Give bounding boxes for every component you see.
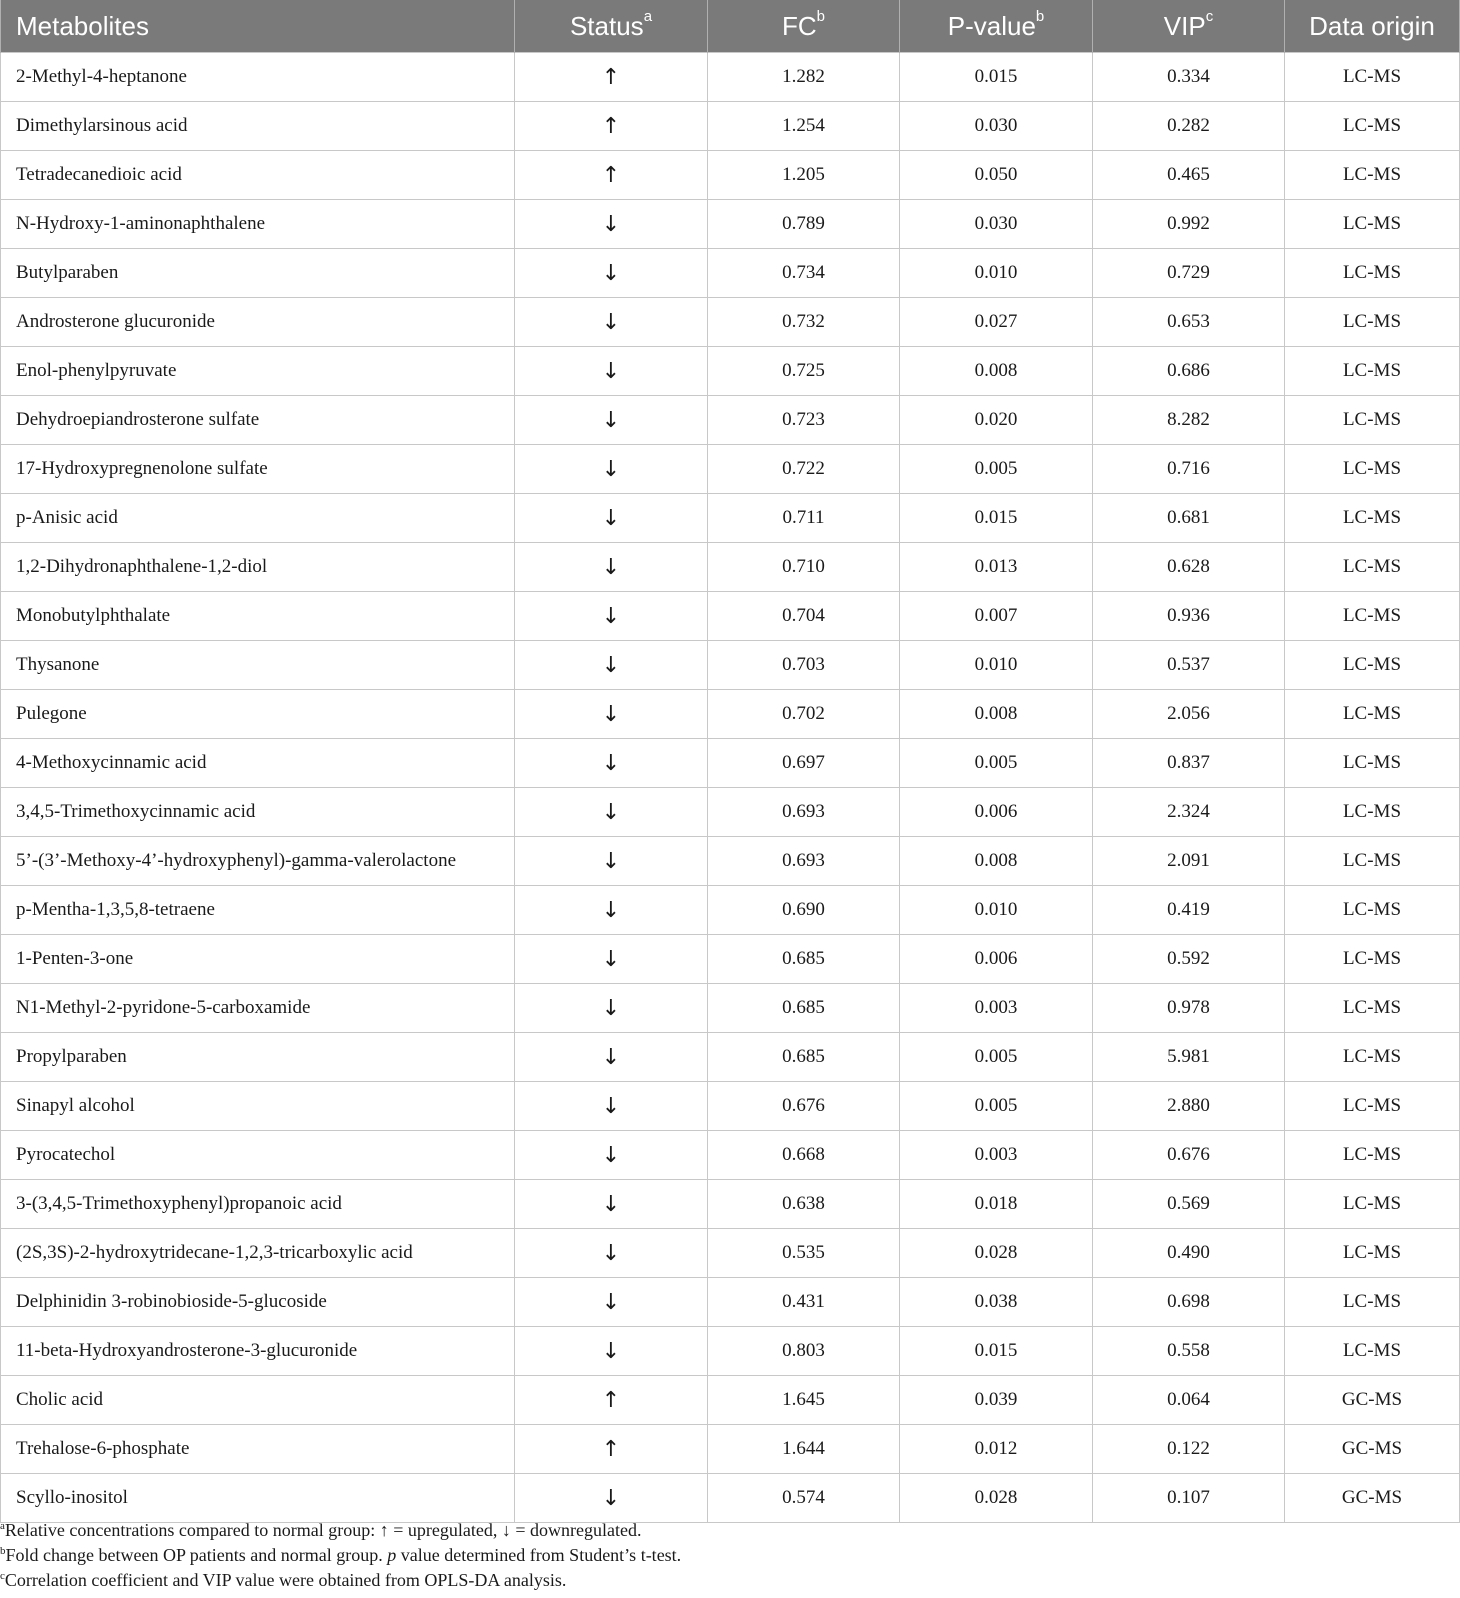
data-origin: GC-MS	[1285, 1425, 1460, 1474]
table-row	[1, 445, 1460, 494]
p-value: 0.012	[900, 1425, 1093, 1474]
vip-value: 0.686	[1093, 347, 1285, 396]
p-value: 0.050	[900, 151, 1093, 200]
metabolite-name: p-Anisic acid	[1, 494, 515, 543]
vip-value: 2.056	[1093, 690, 1285, 739]
vip-value: 0.419	[1093, 886, 1285, 935]
vip-value: 0.064	[1093, 1376, 1285, 1425]
data-origin: LC-MS	[1285, 984, 1460, 1033]
data-origin: LC-MS	[1285, 935, 1460, 984]
fc-value: 0.638	[708, 1180, 900, 1229]
metabolite-name: Dimethylarsinous acid	[1, 102, 515, 151]
vip-value: 0.729	[1093, 249, 1285, 298]
data-origin: LC-MS	[1285, 151, 1460, 200]
metabolite-name: 17-Hydroxypregnenolone sulfate	[1, 445, 515, 494]
vip-value: 0.122	[1093, 1425, 1285, 1474]
table-row	[1, 1376, 1460, 1425]
status-arrow-icon: ↓	[515, 494, 708, 543]
vip-value: 0.716	[1093, 445, 1285, 494]
table-row	[1, 347, 1460, 396]
footnote-b: $^b$Fold change between OP patients and normal group. p value determined from Student’s t-test.	[0, 1545, 682, 1565]
p-value: 0.018	[900, 1180, 1093, 1229]
metabolite-name: Pyrocatechol	[1, 1131, 515, 1180]
table-row	[1, 249, 1460, 298]
metabolite-name: 1,2-Dihydronaphthalene-1,2-diol	[1, 543, 515, 592]
p-value: 0.015	[900, 1327, 1093, 1376]
fc-value: 0.725	[708, 347, 900, 396]
status-arrow-icon: ↓	[515, 690, 708, 739]
vip-value: 0.558	[1093, 1327, 1285, 1376]
metabolite-name: 11-beta-Hydroxyandrosterone-3-glucuronide	[1, 1327, 515, 1376]
data-origin: LC-MS	[1285, 1033, 1460, 1082]
data-origin: LC-MS	[1285, 298, 1460, 347]
data-origin: LC-MS	[1285, 396, 1460, 445]
status-arrow-icon: ↓	[515, 1131, 708, 1180]
metabolite-name: (2S,3S)-2-hydroxytridecane-1,2,3-tricarboxylic acid	[1, 1229, 515, 1278]
fc-value: 0.803	[708, 1327, 900, 1376]
metabolite-name: 1-Penten-3-one	[1, 935, 515, 984]
metabolite-name: Butylparaben	[1, 249, 515, 298]
status-arrow-icon: ↓	[515, 1327, 708, 1376]
table-row	[1, 1180, 1460, 1229]
fc-value: 0.535	[708, 1229, 900, 1278]
table-row	[1, 102, 1460, 151]
fc-value: 1.205	[708, 151, 900, 200]
vip-value: 0.334	[1093, 53, 1285, 102]
metabolite-name: Scyllo-inositol	[1, 1474, 515, 1523]
status-arrow-icon: ↓	[515, 592, 708, 641]
data-origin: LC-MS	[1285, 347, 1460, 396]
metabolite-name: Enol-phenylpyruvate	[1, 347, 515, 396]
vip-value: 2.091	[1093, 837, 1285, 886]
p-value: 0.030	[900, 102, 1093, 151]
data-origin: GC-MS	[1285, 1376, 1460, 1425]
fc-value: 0.711	[708, 494, 900, 543]
status-arrow-icon: ↓	[515, 641, 708, 690]
status-arrow-icon: ↓	[515, 1180, 708, 1229]
status-arrow-icon: ↓	[515, 886, 708, 935]
vip-value: 8.282	[1093, 396, 1285, 445]
status-arrow-icon: ↑	[515, 1376, 708, 1425]
status-arrow-icon: ↓	[515, 984, 708, 1033]
status-arrow-icon: ↑	[515, 151, 708, 200]
vip-value: 0.681	[1093, 494, 1285, 543]
fc-value: 0.676	[708, 1082, 900, 1131]
header-row	[1, 0, 1460, 53]
fc-value: 0.431	[708, 1278, 900, 1327]
fc-value: 0.789	[708, 200, 900, 249]
p-value: 0.003	[900, 1131, 1093, 1180]
fc-value: 0.685	[708, 935, 900, 984]
data-origin: LC-MS	[1285, 249, 1460, 298]
footnote-mark: b	[1035, 7, 1045, 25]
metabolite-name: Pulegone	[1, 690, 515, 739]
footnote-mark: c	[1205, 7, 1214, 25]
fc-value: 0.668	[708, 1131, 900, 1180]
fc-value: 0.697	[708, 739, 900, 788]
status-arrow-icon: ↓	[515, 739, 708, 788]
table-row	[1, 396, 1460, 445]
p-value: 0.008	[900, 690, 1093, 739]
data-origin: LC-MS	[1285, 445, 1460, 494]
metabolite-name: Propylparaben	[1, 1033, 515, 1082]
data-origin: LC-MS	[1285, 739, 1460, 788]
metabolite-name: N1-Methyl-2-pyridone-5-carboxamide	[1, 984, 515, 1033]
status-arrow-icon: ↓	[515, 445, 708, 494]
data-origin: GC-MS	[1285, 1474, 1460, 1523]
fc-value: 1.644	[708, 1425, 900, 1474]
status-arrow-icon: ↓	[515, 837, 708, 886]
vip-value: 0.978	[1093, 984, 1285, 1033]
status-arrow-icon: ↑	[515, 1425, 708, 1474]
table-row	[1, 788, 1460, 837]
status-arrow-icon: ↓	[515, 1033, 708, 1082]
metabolite-name: Tetradecanedioic acid	[1, 151, 515, 200]
data-origin: LC-MS	[1285, 1082, 1460, 1131]
p-value: 0.015	[900, 53, 1093, 102]
status-arrow-icon: ↓	[515, 298, 708, 347]
table-row	[1, 886, 1460, 935]
p-value: 0.005	[900, 445, 1093, 494]
fc-value: 0.693	[708, 837, 900, 886]
status-arrow-icon: ↓	[515, 249, 708, 298]
metabolite-name: Monobutylphthalate	[1, 592, 515, 641]
metabolite-name: Trehalose-6-phosphate	[1, 1425, 515, 1474]
data-origin: LC-MS	[1285, 102, 1460, 151]
p-value: 0.008	[900, 347, 1093, 396]
table-row	[1, 200, 1460, 249]
footnote-a: $^a$Relative concentrations compared to normal group: ↑ = upregulated, ↓ = downregulated.	[0, 1520, 642, 1540]
vip-value: 0.490	[1093, 1229, 1285, 1278]
data-origin: LC-MS	[1285, 1327, 1460, 1376]
status-arrow-icon: ↑	[515, 102, 708, 151]
metabolite-name: Sinapyl alcohol	[1, 1082, 515, 1131]
header-data-origin: Data origin	[1285, 0, 1460, 53]
vip-value: 0.653	[1093, 298, 1285, 347]
data-origin: LC-MS	[1285, 837, 1460, 886]
fc-value: 0.693	[708, 788, 900, 837]
status-arrow-icon: ↓	[515, 347, 708, 396]
metabolite-name: 2-Methyl-4-heptanone	[1, 53, 515, 102]
fc-value: 0.574	[708, 1474, 900, 1523]
header-metabolites: Metabolites	[1, 0, 515, 53]
fc-value: 0.702	[708, 690, 900, 739]
fc-value: 0.704	[708, 592, 900, 641]
p-value: 0.006	[900, 788, 1093, 837]
table-row	[1, 1327, 1460, 1376]
table-row	[1, 592, 1460, 641]
fc-value: 0.685	[708, 984, 900, 1033]
fc-value: 0.722	[708, 445, 900, 494]
p-value: 0.005	[900, 1033, 1093, 1082]
p-value: 0.038	[900, 1278, 1093, 1327]
metabolite-name: 3,4,5-Trimethoxycinnamic acid	[1, 788, 515, 837]
data-origin: LC-MS	[1285, 886, 1460, 935]
status-arrow-icon: ↓	[515, 200, 708, 249]
data-origin: LC-MS	[1285, 641, 1460, 690]
fc-value: 1.645	[708, 1376, 900, 1425]
data-origin: LC-MS	[1285, 543, 1460, 592]
p-value: 0.020	[900, 396, 1093, 445]
table-row	[1, 151, 1460, 200]
table-row	[1, 690, 1460, 739]
vip-value: 0.107	[1093, 1474, 1285, 1523]
table-row	[1, 1131, 1460, 1180]
table-body	[1, 53, 1460, 1523]
metabolite-name: 3-(3,4,5-Trimethoxyphenyl)propanoic acid	[1, 1180, 515, 1229]
table-row	[1, 1425, 1460, 1474]
data-origin: LC-MS	[1285, 200, 1460, 249]
vip-value: 0.676	[1093, 1131, 1285, 1180]
fc-value: 1.254	[708, 102, 900, 151]
status-arrow-icon: ↓	[515, 935, 708, 984]
vip-value: 0.837	[1093, 739, 1285, 788]
data-origin: LC-MS	[1285, 1131, 1460, 1180]
table-row	[1, 1474, 1460, 1523]
p-value: 0.010	[900, 641, 1093, 690]
footnotes	[0, 1518, 1460, 1593]
fc-value: 0.710	[708, 543, 900, 592]
fc-value: 0.685	[708, 1033, 900, 1082]
table-row	[1, 1229, 1460, 1278]
table-row	[1, 739, 1460, 788]
table-row	[1, 53, 1460, 102]
table-row	[1, 1082, 1460, 1131]
vip-value: 2.324	[1093, 788, 1285, 837]
data-origin: LC-MS	[1285, 592, 1460, 641]
table-row	[1, 298, 1460, 347]
table-row	[1, 984, 1460, 1033]
vip-value: 0.569	[1093, 1180, 1285, 1229]
vip-value: 0.992	[1093, 200, 1285, 249]
footnote-mark: a	[643, 7, 653, 25]
p-value: 0.013	[900, 543, 1093, 592]
p-value: 0.008	[900, 837, 1093, 886]
vip-value: 0.628	[1093, 543, 1285, 592]
vip-value: 0.537	[1093, 641, 1285, 690]
p-value: 0.028	[900, 1474, 1093, 1523]
vip-value: 2.880	[1093, 1082, 1285, 1131]
p-value: 0.005	[900, 739, 1093, 788]
vip-value: 0.465	[1093, 151, 1285, 200]
p-value: 0.005	[900, 1082, 1093, 1131]
status-arrow-icon: ↑	[515, 53, 708, 102]
data-origin: LC-MS	[1285, 494, 1460, 543]
footnote-mark: b	[816, 7, 825, 25]
p-value: 0.028	[900, 1229, 1093, 1278]
fc-value: 0.734	[708, 249, 900, 298]
status-arrow-icon: ↓	[515, 1278, 708, 1327]
vip-value: 0.282	[1093, 102, 1285, 151]
metabolite-name: p-Mentha-1,3,5,8-tetraene	[1, 886, 515, 935]
metabolite-name: Delphinidin 3-robinobioside-5-glucoside	[1, 1278, 515, 1327]
header-status: Status$^a$	[515, 0, 708, 53]
table-row	[1, 1278, 1460, 1327]
header-vip: VIP$^c$	[1093, 0, 1285, 53]
table-row	[1, 641, 1460, 690]
p-value: 0.027	[900, 298, 1093, 347]
table-row	[1, 1033, 1460, 1082]
fc-value: 0.690	[708, 886, 900, 935]
status-arrow-icon: ↓	[515, 396, 708, 445]
p-value: 0.007	[900, 592, 1093, 641]
vip-value: 0.936	[1093, 592, 1285, 641]
p-value: 0.010	[900, 249, 1093, 298]
fc-value: 0.703	[708, 641, 900, 690]
metabolite-name: 5’-(3’-Methoxy-4’-hydroxyphenyl)-gamma-valerolactone	[1, 837, 515, 886]
status-arrow-icon: ↓	[515, 1082, 708, 1131]
status-arrow-icon: ↓	[515, 788, 708, 837]
vip-value: 0.592	[1093, 935, 1285, 984]
status-arrow-icon: ↓	[515, 1229, 708, 1278]
table-row	[1, 935, 1460, 984]
data-origin: LC-MS	[1285, 788, 1460, 837]
metabolite-name: 4-Methoxycinnamic acid	[1, 739, 515, 788]
p-value: 0.039	[900, 1376, 1093, 1425]
data-origin: LC-MS	[1285, 1180, 1460, 1229]
footnote-c: $^c$Correlation coefficient and VIP value were obtained from OPLS-DA analysis.	[0, 1570, 567, 1590]
data-origin: LC-MS	[1285, 53, 1460, 102]
table-row	[1, 543, 1460, 592]
metabolite-name: Dehydroepiandrosterone sulfate	[1, 396, 515, 445]
data-origin: LC-MS	[1285, 1278, 1460, 1327]
status-arrow-icon: ↓	[515, 1474, 708, 1523]
metabolite-name: Cholic acid	[1, 1376, 515, 1425]
status-arrow-icon: ↓	[515, 543, 708, 592]
vip-value: 5.981	[1093, 1033, 1285, 1082]
metabolite-name: N-Hydroxy-1-aminonaphthalene	[1, 200, 515, 249]
data-origin: LC-MS	[1285, 1229, 1460, 1278]
vip-value: 0.698	[1093, 1278, 1285, 1327]
table-row	[1, 494, 1460, 543]
metabolite-name: Androsterone glucuronide	[1, 298, 515, 347]
p-value: 0.003	[900, 984, 1093, 1033]
p-value: 0.015	[900, 494, 1093, 543]
header-pvalue: P-value$^b$	[900, 0, 1093, 53]
fc-value: 0.732	[708, 298, 900, 347]
p-value: 0.006	[900, 935, 1093, 984]
p-value: 0.030	[900, 200, 1093, 249]
data-origin: LC-MS	[1285, 690, 1460, 739]
p-value: 0.010	[900, 886, 1093, 935]
table-row	[1, 837, 1460, 886]
metabolite-name: Thysanone	[1, 641, 515, 690]
fc-value: 1.282	[708, 53, 900, 102]
header-fc: $FC^b$	[708, 0, 900, 53]
fc-value: 0.723	[708, 396, 900, 445]
